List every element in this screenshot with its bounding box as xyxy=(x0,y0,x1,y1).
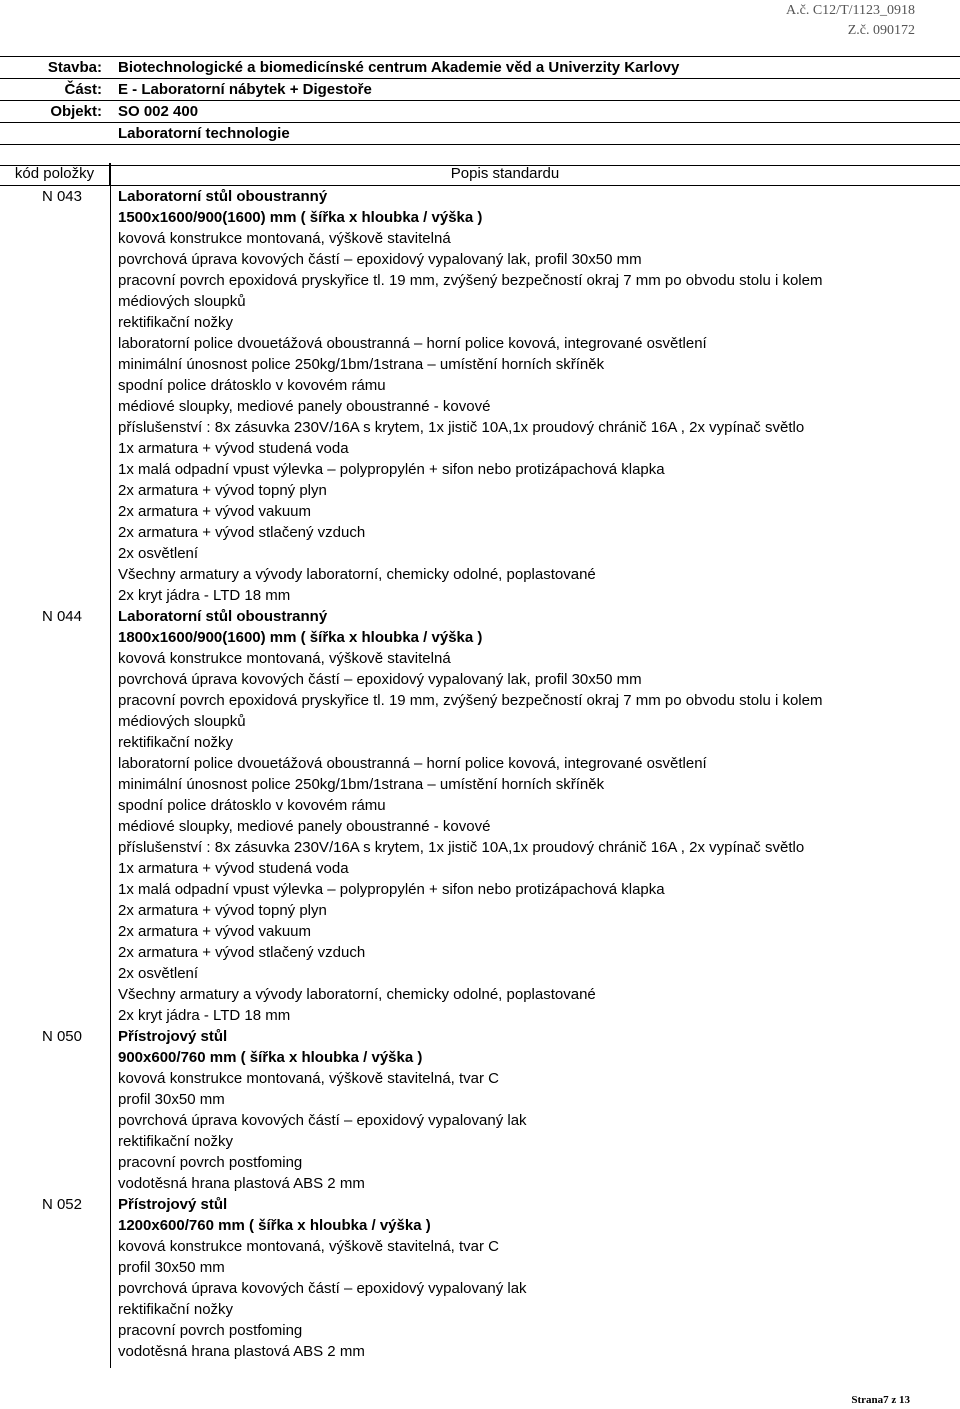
header-row-sub xyxy=(0,123,960,145)
item-title: Laboratorní stůl oboustranný xyxy=(118,608,328,625)
item-dimensions: 1500x1600/900(1600) mm ( šířka x hloubka / výška ) xyxy=(118,209,483,226)
column-header-code: kód položky xyxy=(0,163,110,185)
item-spec-line: pracovní povrch epoxidová pryskyřice tl. 19 mm, zvýšený bezpečností okraj 7 mm po obvodu stolu i kolem xyxy=(118,692,823,709)
subsection-value: Laboratorní technologie xyxy=(118,125,290,142)
item-spec-line: 1x malá odpadní vpust výlevka – polypropylén + sifon nebo protizápachová klapka xyxy=(118,881,665,898)
item-spec-line: rektifikační nožky xyxy=(118,734,234,751)
item-spec-line: rektifikační nožky xyxy=(118,1133,234,1150)
item-spec-line: 2x osvětlení xyxy=(118,545,199,562)
item-spec-line: 2x kryt jádra - LTD 18 mm xyxy=(118,587,291,604)
item-spec-line: profil 30x50 mm xyxy=(118,1259,225,1276)
column-header-description: Popis standardu xyxy=(450,165,560,182)
item-spec-line: povrchová úprava kovových částí – epoxidový vypalovaný lak, profil 30x50 mm xyxy=(118,671,642,688)
item-spec-line: laboratorní police dvouetážová oboustranná – horní police kovová, integrované osvětlení xyxy=(118,755,707,772)
item-row xyxy=(0,186,960,606)
item-spec-line: médiových sloupků xyxy=(118,713,246,730)
item-spec-line: profil 30x50 mm xyxy=(118,1091,225,1108)
item-code: N 052 xyxy=(41,1196,82,1213)
item-spec-line: kovová konstrukce montovaná, výškově stavitelná xyxy=(118,650,451,667)
header-row-objekt xyxy=(0,101,960,123)
item-spec-line: minimální únosnost police 250kg/1bm/1strana – umístění horních skříněk xyxy=(118,356,605,373)
item-list xyxy=(0,186,960,1362)
item-spec-line: 1x armatura + vývod studená voda xyxy=(118,440,349,457)
item-spec-line: spodní police drátosklo v kovovém rámu xyxy=(118,377,386,394)
item-spec-line: povrchová úprava kovových částí – epoxidový vypalovaný lak xyxy=(118,1280,527,1297)
column-header-row xyxy=(0,163,960,186)
item-spec-line: 2x kryt jádra - LTD 18 mm xyxy=(118,1007,291,1024)
page-number: Strana7 z 13 xyxy=(851,1394,910,1406)
item-spec-line: 1x malá odpadní vpust výlevka – polypropylén + sifon nebo protizápachová klapka xyxy=(118,461,665,478)
item-row xyxy=(0,1194,960,1362)
objekt-label: Objekt: xyxy=(50,103,102,120)
item-code: N 043 xyxy=(41,188,82,205)
item-spec-line: rektifikační nožky xyxy=(118,1301,234,1318)
objekt-value: SO 002 400 xyxy=(118,103,199,120)
item-spec-line: 2x armatura + vývod vakuum xyxy=(118,503,312,520)
item-spec-line: 2x armatura + vývod stlačený vzduch xyxy=(118,524,366,541)
item-code: N 050 xyxy=(41,1028,82,1045)
item-code: N 044 xyxy=(41,608,82,625)
item-dimensions: 900x600/760 mm ( šířka x hloubka / výška ) xyxy=(118,1049,423,1066)
item-spec-line: 1x armatura + vývod studená voda xyxy=(118,860,349,877)
project-header xyxy=(0,56,960,166)
item-row xyxy=(0,606,960,1026)
cast-label: Část: xyxy=(64,81,102,98)
item-spec-line: příslušenství : 8x zásuvka 230V/16A s krytem, 1x jistič 10A,1x proudový chránič 16A , 2x vypínač světlo xyxy=(118,419,805,436)
item-dimensions: 1800x1600/900(1600) mm ( šířka x hloubka / výška ) xyxy=(118,629,483,646)
item-spec-line: příslušenství : 8x zásuvka 230V/16A s krytem, 1x jistič 10A,1x proudový chránič 16A , 2x vypínač světlo xyxy=(118,839,805,856)
item-spec-line: rektifikační nožky xyxy=(118,314,234,331)
item-spec-line: 2x armatura + vývod topný plyn xyxy=(118,902,327,919)
item-description xyxy=(110,1194,527,1362)
item-spec-line: 2x armatura + vývod vakuum xyxy=(118,923,312,940)
item-description xyxy=(110,1026,527,1194)
header-row-stavba xyxy=(0,56,960,79)
item-spec-line: 2x osvětlení xyxy=(118,965,199,982)
item-spec-line: povrchová úprava kovových částí – epoxidový vypalovaný lak, profil 30x50 mm xyxy=(118,251,642,268)
item-spec-line: vodotěsná hrana plastová ABS 2 mm xyxy=(118,1175,365,1192)
item-spec-line: 2x armatura + vývod stlačený vzduch xyxy=(118,944,366,961)
item-dimensions: 1200x600/760 mm ( šířka x hloubka / výška ) xyxy=(118,1217,431,1234)
item-title: Přístrojový stůl xyxy=(118,1196,228,1213)
item-description xyxy=(110,606,822,1026)
item-spec-line: 2x armatura + vývod topný plyn xyxy=(118,482,327,499)
item-title: Laboratorní stůl oboustranný xyxy=(118,188,328,205)
item-description xyxy=(110,186,822,606)
stavba-label: Stavba: xyxy=(47,59,102,76)
item-spec-line: Všechny armatury a vývody laboratorní, chemicky odolné, poplastované xyxy=(118,566,596,583)
item-spec-line: kovová konstrukce montovaná, výškově stavitelná, tvar C xyxy=(118,1238,500,1255)
item-spec-line: kovová konstrukce montovaná, výškově stavitelná, tvar C xyxy=(118,1070,500,1087)
item-spec-line: pracovní povrch epoxidová pryskyřice tl. 19 mm, zvýšený bezpečností okraj 7 mm po obvodu stolu i kolem xyxy=(118,272,823,289)
item-spec-line: médiové sloupky, mediové panely oboustranné - kovové xyxy=(118,818,491,835)
item-spec-line: povrchová úprava kovových částí – epoxidový vypalovaný lak xyxy=(118,1112,527,1129)
document-reference-number: A.č. C12/T/1123_0918 xyxy=(786,3,915,18)
item-spec-line: médiové sloupky, mediové panely oboustranné - kovové xyxy=(118,398,491,415)
item-spec-line: spodní police drátosklo v kovovém rámu xyxy=(118,797,386,814)
item-spec-line: pracovní povrch postfoming xyxy=(118,1154,303,1171)
item-spec-line: médiových sloupků xyxy=(118,293,246,310)
item-spec-line: kovová konstrukce montovaná, výškově stavitelná xyxy=(118,230,451,247)
cast-value: E - Laboratorní nábytek + Digestoře xyxy=(118,81,372,98)
item-spec-line: minimální únosnost police 250kg/1bm/1strana – umístění horních skříněk xyxy=(118,776,605,793)
stavba-value: Biotechnologické a biomedicínské centrum Akademie věd a Univerzity Karlovy xyxy=(118,59,680,76)
header-row-cast xyxy=(0,79,960,101)
item-spec-line: pracovní povrch postfoming xyxy=(118,1322,303,1339)
item-spec-line: laboratorní police dvouetážová oboustranná – horní police kovová, integrované osvětlení xyxy=(118,335,707,352)
item-title: Přístrojový stůl xyxy=(118,1028,228,1045)
item-spec-line: Všechny armatury a vývody laboratorní, chemicky odolné, poplastované xyxy=(118,986,596,1003)
item-spec-line: vodotěsná hrana plastová ABS 2 mm xyxy=(118,1343,365,1360)
item-row xyxy=(0,1026,960,1194)
order-number: Z.č. 090172 xyxy=(847,23,915,38)
